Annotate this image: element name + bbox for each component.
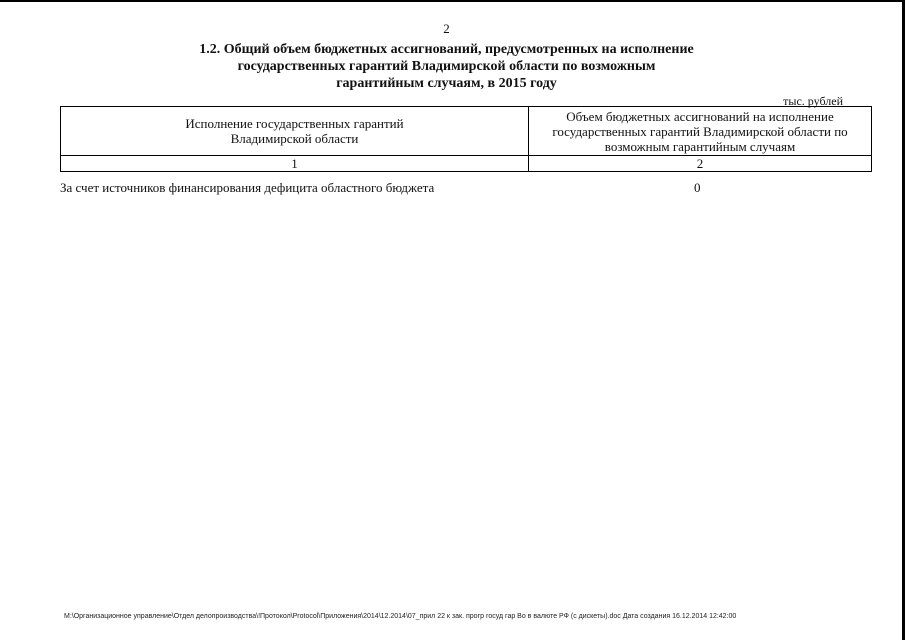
header-col2-line3: возможным гарантийным случаям [604, 138, 796, 154]
file-path-footer: M:\Организационное управление\Отдел делопроизводства\!Протокол\Protocol\Приложения\2014\12.2014\07_прил 22 к зак. прогр госуд гар Во в валюте РФ (с дискеты).doc Дата создания 16.12.2014 12:42:00 [64, 613, 737, 620]
document-title [0, 41, 893, 92]
title-line-2: государственных гарантий Владимирской области по возможным [237, 59, 656, 74]
page-number: 2 [443, 21, 450, 36]
page-top-border [0, 0, 905, 2]
table-header-row [61, 107, 872, 156]
row-value-deficit-sources: 0 [694, 180, 701, 195]
row-label-deficit-sources: За счет источников финансирования дефицита областного бюджета [60, 180, 435, 195]
column-number-2: 2 [529, 156, 872, 172]
title-line-3: гарантийным случаям, в 2015 году [336, 76, 557, 91]
header-cell-execution [61, 107, 529, 156]
header-cell-volume [529, 107, 872, 156]
header-col2-line1: Объем бюджетных ассигнований на исполнение [566, 108, 834, 124]
column-number-1: 1 [61, 156, 529, 172]
title-line-1: 1.2. Общий объем бюджетных ассигнований, предусмотренных на исполнение [199, 42, 694, 57]
allocations-table [60, 106, 872, 172]
column-number-row [61, 156, 872, 172]
header-col2-line2: государственных гарантий Владимирской области по [552, 123, 848, 139]
header-col1-line2: Владимирской области [230, 131, 359, 146]
header-col1-line1: Исполнение государственных гарантий [185, 116, 404, 131]
units-label: тыс. рублей [783, 94, 843, 108]
